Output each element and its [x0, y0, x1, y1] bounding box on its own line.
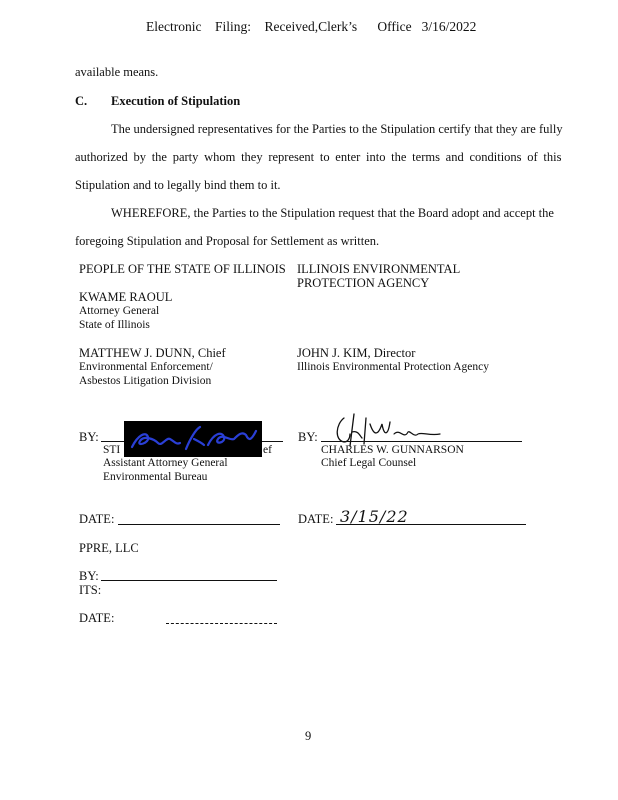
left-title2b: Asbestos Litigation Division: [79, 375, 212, 387]
third-date-label: DATE:: [79, 611, 115, 625]
left-signer-title2: Environmental Bureau: [103, 471, 208, 483]
filing-header: Electronic Filing: Received,Clerk’s Office 3/16/2022: [146, 19, 477, 34]
left-by-label: BY:: [79, 430, 99, 444]
third-by-label: BY:: [79, 569, 99, 583]
left-signer-name: STI: [103, 444, 121, 456]
right-by-label: BY:: [298, 430, 318, 444]
left-title1b: State of Illinois: [79, 319, 150, 331]
paragraph2-line1: WHEREFORE, the Parties to the Stipulation request that the Board adopt and accept the: [111, 206, 554, 220]
right-signer-title: Chief Legal Counsel: [321, 457, 417, 469]
third-party-name: PPRE, LLC: [79, 541, 139, 555]
right-signer-name: CHARLES W. GUNNARSON: [321, 444, 464, 456]
left-title1a: Attorney General: [79, 305, 160, 317]
left-signer-title1: Assistant Attorney General: [103, 457, 228, 469]
right-title1: Illinois Environmental Protection Agency: [297, 361, 489, 373]
third-date-line: [166, 623, 277, 624]
left-name1: KWAME RAOUL: [79, 290, 173, 304]
handwritten-signature-icon: [330, 410, 450, 448]
right-date-label: DATE:: [298, 512, 334, 526]
left-party-name: PEOPLE OF THE STATE OF ILLINOIS: [79, 262, 286, 276]
right-party-line2: PROTECTION AGENCY: [297, 276, 430, 290]
right-name1: JOHN J. KIM, Director: [297, 346, 416, 360]
section-title: Execution of Stipulation: [111, 94, 241, 108]
left-signature-redaction: [124, 421, 262, 457]
paragraph1-line1: The undersigned representatives for the Parties to the Stipulation certify that they are fully: [111, 122, 563, 136]
paragraph1-line3: Stipulation and to legally bind them to it.: [75, 178, 281, 192]
section-letter: C.: [75, 94, 88, 108]
right-party-line1: ILLINOIS ENVIRONMENTAL: [297, 262, 461, 276]
left-title2a: Environmental Enforcement/: [79, 361, 213, 373]
third-signature-line: [101, 580, 277, 581]
page-number: 9: [305, 729, 312, 743]
paragraph2-line2: foregoing Stipulation and Proposal for Settlement as written.: [75, 234, 380, 248]
third-its-label: ITS:: [79, 583, 102, 597]
right-date-value: 3/15/22: [340, 507, 409, 526]
left-date-label: DATE:: [79, 512, 115, 526]
paragraph1-line2: authorized by the party whom they represent to enter into the terms and conditions of this: [75, 150, 562, 164]
handwritten-signature-icon: [124, 421, 262, 457]
left-signer-name-suffix: ef: [263, 444, 272, 456]
continuation-text: available means.: [75, 65, 159, 79]
left-name2: MATTHEW J. DUNN, Chief: [79, 346, 226, 360]
left-date-line: [118, 524, 280, 525]
